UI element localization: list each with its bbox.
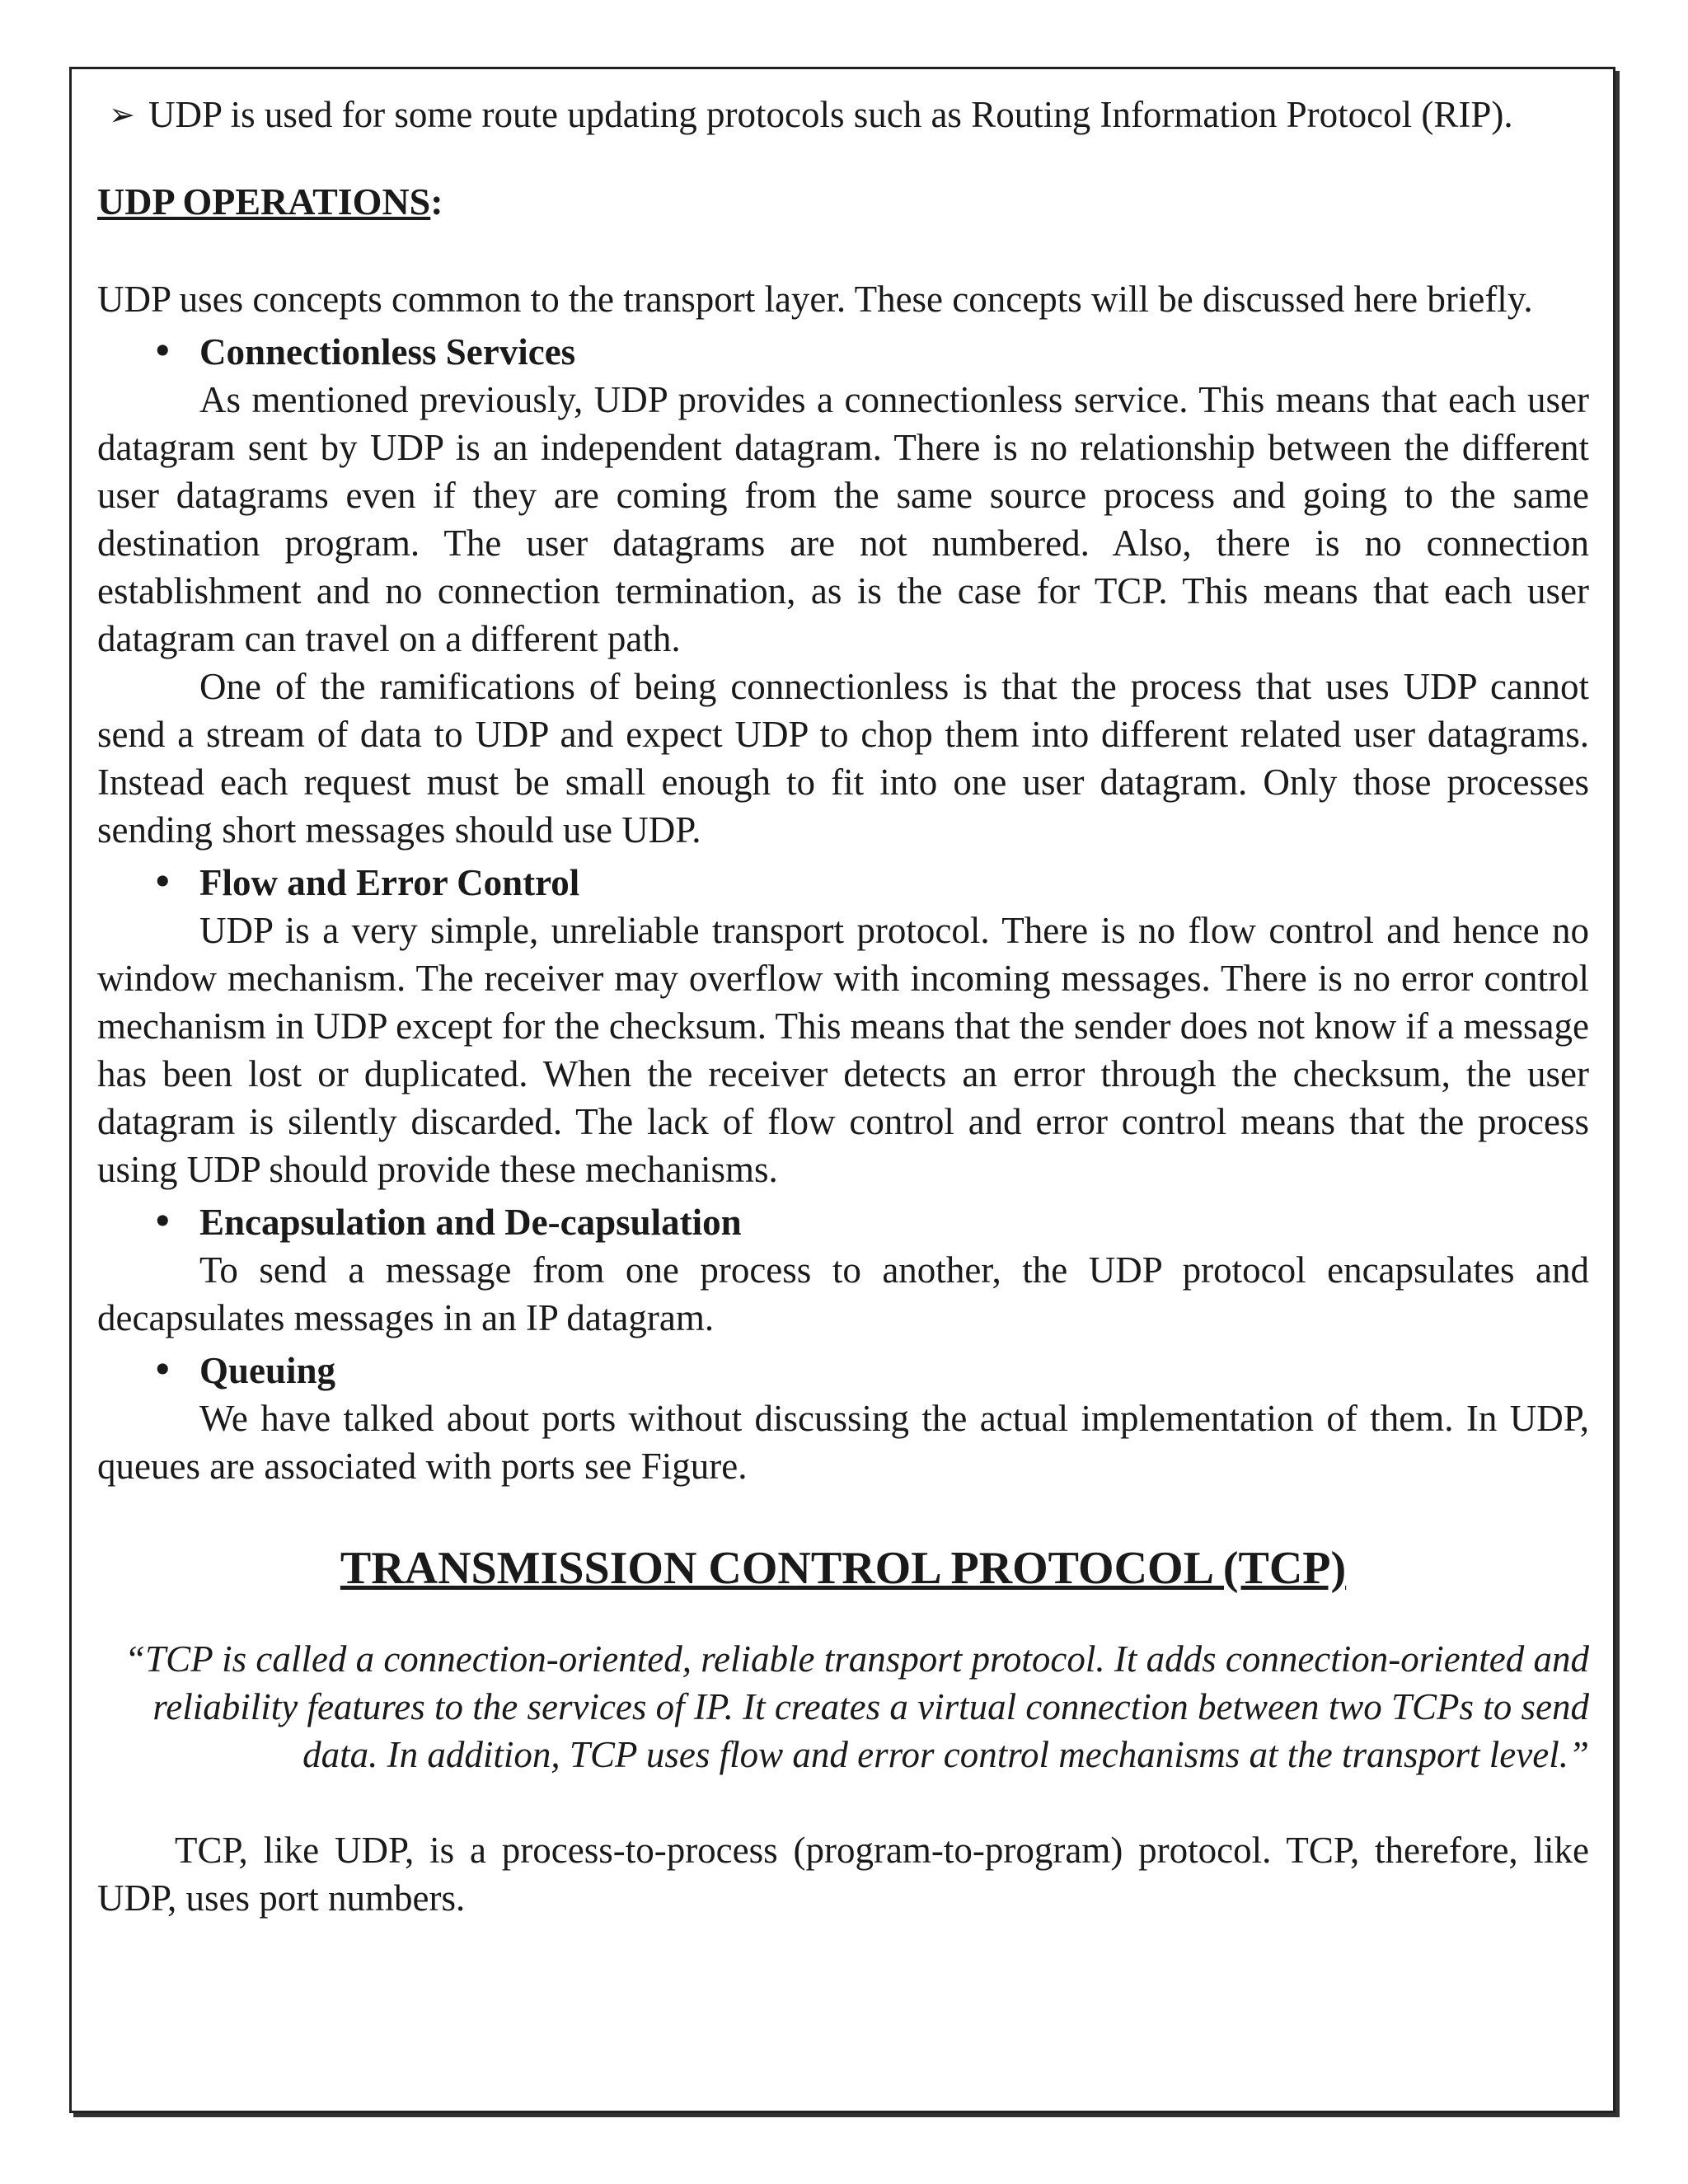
udp-operations-heading bbox=[97, 178, 1589, 226]
paragraph-encapsulation: To send a message from one process to another, the UDP protocol encapsulates and decapsulates messages in an IP datagram. bbox=[97, 1249, 1589, 1338]
tcp-heading: TRANSMISSION CONTROL PROTOCOL (TCP) bbox=[340, 1543, 1347, 1594]
paragraph-connectionless-2: One of the ramifications of being connectionless is that the process that uses UDP cannot send a stream of data to UDP and expect UDP to chop them into different related user datagrams. Instead each request must be small enough to fit into one user datagram. Only those processes sending short messages should use UDP. bbox=[97, 666, 1589, 851]
subheading-encapsulation bbox=[97, 1198, 1589, 1246]
udp-operations-heading-colon: : bbox=[430, 180, 443, 223]
paragraph-connectionless-1: As mentioned previously, UDP provides a connectionless service. This means that each user datagram sent by UDP is an independent datagram. There is no relationship between the different user datagrams even if they are coming from the same source process and going to the same destination program. The user datagrams are not numbered. Also, there is no connection establishment and no connection termination, as is the case for TCP. This means that each user datagram can travel on a different path. bbox=[97, 379, 1589, 659]
subheading-text: Queuing bbox=[199, 1350, 336, 1391]
arrow-bullet-icon: ➢ bbox=[109, 96, 135, 133]
udp-operations-heading-text: UDP OPERATIONS bbox=[97, 180, 431, 223]
bullet-dot-icon: • bbox=[152, 330, 174, 373]
subheading-text: Flow and Error Control bbox=[199, 862, 580, 903]
bullet-dot-icon: • bbox=[152, 1200, 174, 1244]
document-body bbox=[97, 91, 1589, 1922]
tcp-paragraph: TCP, like UDP, is a process-to-process (program-to-program) protocol. TCP, therefore, like UDP, uses port numbers. bbox=[97, 1830, 1589, 1919]
paragraph-flow-error-control: UDP is a very simple, unreliable transport protocol. There is no flow control and hence no window mechanism. The receiver may overflow with incoming messages. There is no error control mechanism in UDP except for the checksum. This means that the sender does not know if a message has been lost or duplicated. When the receiver detects an error through the checksum, the user datagram is silently discarded. The lack of flow control and error control means that the process using UDP should provide these mechanisms. bbox=[97, 910, 1589, 1190]
subheading-connectionless-services bbox=[97, 328, 1589, 376]
subheading-text: Encapsulation and De-capsulation bbox=[199, 1202, 742, 1243]
bullet-dot-icon: • bbox=[152, 860, 174, 904]
intro-bullet-text: UDP is used for some route updating protocols such as Routing Information Protocol (RIP). bbox=[148, 94, 1513, 135]
subheading-flow-and-error-control bbox=[97, 859, 1589, 907]
udp-operations-lead: UDP uses concepts common to the transport layer. These concepts will be discussed here briefly. bbox=[97, 279, 1533, 320]
intro-bullet-item bbox=[97, 91, 1589, 138]
tcp-definition-quote: “TCP is called a connection-oriented, reliable transport protocol. It adds connection-oriented and reliability features to the services of IP. It creates a virtual connection between two TCPs to send data. In addition, TCP uses flow and error control mechanisms at the transport level.” bbox=[124, 1638, 1589, 1775]
paragraph-queuing: We have talked about ports without discussing the actual implementation of them. In UDP, queues are associated with ports see Figure. bbox=[97, 1398, 1589, 1487]
subheading-queuing bbox=[97, 1347, 1589, 1394]
bullet-dot-icon: • bbox=[152, 1348, 174, 1392]
subheading-text: Connectionless Services bbox=[199, 331, 576, 373]
